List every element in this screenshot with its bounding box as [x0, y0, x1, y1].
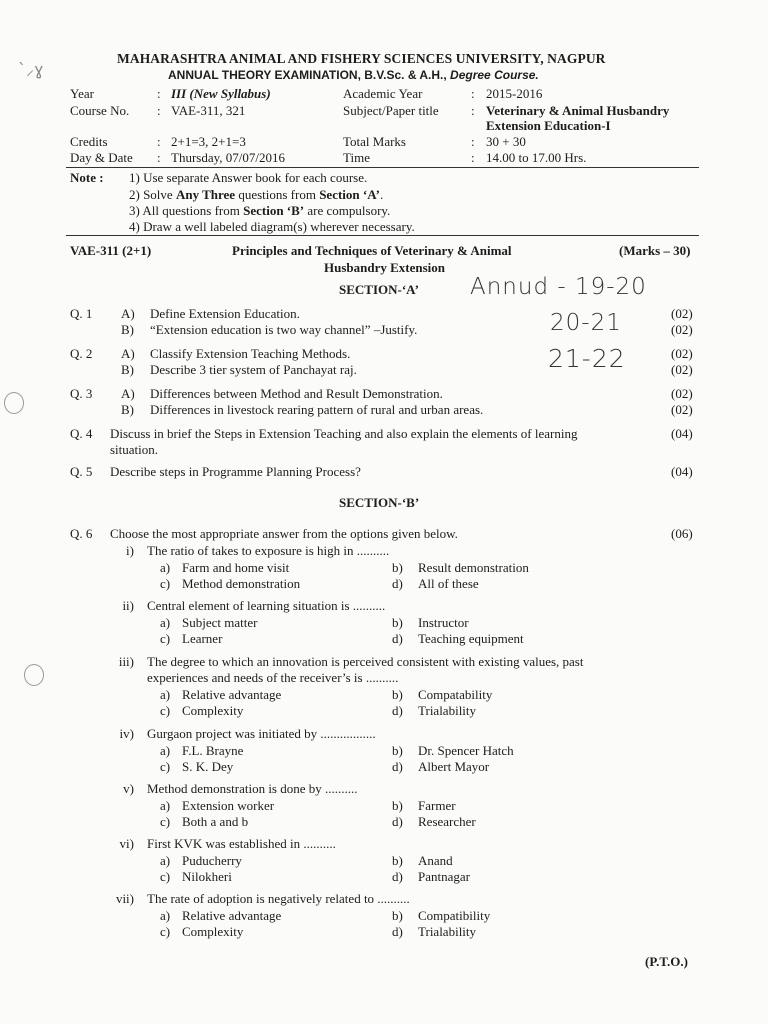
- option-label-b: b): [392, 798, 403, 813]
- option-d: Researcher: [418, 814, 476, 829]
- option-label-b: b): [392, 908, 403, 923]
- colon: :: [471, 86, 475, 101]
- note-2: [129, 187, 383, 203]
- academic-year-label: Academic Year: [343, 86, 423, 101]
- paper-title-line1: Principles and Techniques of Veterinary & Animal: [232, 243, 512, 258]
- part-marks: (02): [671, 362, 693, 377]
- exam-course: Degree Course.: [450, 68, 539, 82]
- section-b-heading: SECTION-‘B’: [339, 495, 420, 510]
- option-c: Learner: [182, 631, 223, 646]
- note-2-b: Any Three: [175, 187, 236, 202]
- part-text: Describe 3 tier system of Panchayat raj.: [150, 362, 357, 377]
- punch-hole-bottom: [24, 664, 44, 686]
- course-value: VAE-311, 321: [171, 103, 246, 118]
- option-c: Both a and b: [182, 814, 249, 829]
- part-marks: (02): [671, 386, 693, 401]
- option-a: Puducherry: [182, 853, 242, 868]
- option-b: Compatability: [418, 687, 493, 702]
- option-label-a: a): [160, 560, 171, 575]
- note-2-a: 2) Solve: [129, 187, 176, 202]
- option-label-c: c): [160, 631, 171, 646]
- mcq-number: iv): [119, 726, 134, 741]
- colon: :: [471, 134, 475, 149]
- university-name: MAHARASHTRA ANIMAL AND FISHERY SCIENCES UNIVERSITY, NAGPUR: [117, 51, 606, 66]
- part-label: A): [121, 306, 135, 321]
- paper-marks: (Marks – 30): [619, 243, 691, 258]
- mcq-number: iii): [118, 654, 134, 669]
- option-label-a: a): [160, 798, 171, 813]
- mcq-question: First KVK was established in ..........: [147, 836, 336, 851]
- part-text: “Extension education is two way channel” –Justify.: [150, 322, 418, 337]
- exam-title: [168, 68, 539, 82]
- time-label: Time: [343, 150, 370, 165]
- part-label: A): [121, 346, 135, 361]
- mcq-question: The ratio of takes to exposure is high in ..........: [147, 543, 390, 558]
- question-number: Q. 5: [70, 464, 93, 479]
- mcq-question: experiences and needs of the receiver’s is ..........: [147, 670, 399, 685]
- option-label-d: d): [392, 576, 403, 591]
- question-text: Describe steps in Programme Planning Process?: [110, 464, 361, 479]
- mcq-number: ii): [122, 598, 134, 613]
- note-3-a: 3) All questions from: [129, 203, 244, 218]
- course-label: Course No.: [70, 103, 130, 118]
- credits-label: Credits: [70, 134, 108, 149]
- option-label-a: a): [160, 687, 171, 702]
- note-1: 1) Use separate Answer book for each course.: [129, 170, 368, 185]
- part-marks: (02): [671, 322, 693, 337]
- handwritten-note-1: Annud - 19-20: [470, 274, 647, 300]
- option-label-a: a): [160, 908, 171, 923]
- option-label-a: a): [160, 853, 171, 868]
- option-b: Dr. Spencer Hatch: [418, 743, 514, 758]
- option-b: Compatibility: [418, 908, 491, 923]
- divider: [66, 167, 699, 168]
- credits-value: 2+1=3, 2+1=3: [171, 134, 246, 149]
- mcq-question: Method demonstration is done by ..........: [147, 781, 358, 796]
- divider: [66, 235, 699, 236]
- option-label-c: c): [160, 924, 171, 939]
- colon: :: [157, 134, 161, 149]
- colon: :: [157, 103, 161, 118]
- part-label: B): [121, 362, 134, 377]
- colon: :: [471, 103, 475, 118]
- paper-title-line2: Husbandry Extension: [324, 260, 446, 275]
- option-b: Instructor: [418, 615, 469, 630]
- mcq-number: vii): [115, 891, 134, 906]
- question-marks: (04): [671, 464, 693, 479]
- option-label-c: c): [160, 759, 171, 774]
- option-label-a: a): [160, 743, 171, 758]
- part-text: Classify Extension Teaching Methods.: [150, 346, 351, 361]
- note-3-b: Section ‘B’: [243, 203, 305, 218]
- option-d: Teaching equipment: [418, 631, 524, 646]
- option-d: Trialability: [418, 703, 477, 718]
- option-label-c: c): [160, 869, 171, 884]
- mcq-number: i): [126, 543, 134, 558]
- option-label-d: d): [392, 814, 403, 829]
- option-a: F.L. Brayne: [182, 743, 244, 758]
- option-label-b: b): [392, 853, 403, 868]
- part-marks: (02): [671, 306, 693, 321]
- option-a: Subject matter: [182, 615, 258, 630]
- option-label-d: d): [392, 703, 403, 718]
- option-label-b: b): [392, 743, 403, 758]
- colon: :: [157, 86, 161, 101]
- section-a-heading: SECTION-‘A’: [339, 282, 419, 297]
- exam-title-prefix: ANNUAL THEORY EXAMINATION, B.V.Sc. & A.H.,: [168, 68, 451, 82]
- option-label-c: c): [160, 576, 171, 591]
- option-label-d: d): [392, 869, 403, 884]
- part-label: A): [121, 386, 135, 401]
- option-d: All of these: [418, 576, 479, 591]
- question-number: Q. 4: [70, 426, 93, 441]
- option-d: Trialability: [418, 924, 477, 939]
- option-label-b: b): [392, 560, 403, 575]
- scan-mark: ˋ⸝ɣ: [18, 60, 44, 79]
- part-text: Define Extension Education.: [150, 306, 300, 321]
- question-number: Q. 3: [70, 386, 93, 401]
- note-label: Note :: [70, 170, 104, 185]
- option-b: Result demonstration: [418, 560, 529, 575]
- handwritten-note-3: 21-22: [548, 344, 626, 373]
- note-3: [129, 203, 390, 219]
- time-value: 14.00 to 17.00 Hrs.: [486, 150, 587, 165]
- option-label-c: c): [160, 703, 171, 718]
- year-label: Year: [70, 86, 94, 101]
- option-a: Relative advantage: [182, 687, 282, 702]
- option-a: Extension worker: [182, 798, 275, 813]
- part-label: B): [121, 402, 134, 417]
- option-b: Farmer: [418, 798, 456, 813]
- option-label-c: c): [160, 814, 171, 829]
- option-d: Pantnagar: [418, 869, 470, 884]
- mcq-question: The rate of adoption is negatively related to ..........: [147, 891, 410, 906]
- option-a: Farm and home visit: [182, 560, 290, 575]
- paper-code: VAE-311 (2+1): [70, 243, 152, 258]
- note-3-c: are compulsory.: [304, 203, 391, 218]
- date-label: Day & Date: [70, 150, 133, 165]
- option-a: Relative advantage: [182, 908, 282, 923]
- part-marks: (02): [671, 346, 693, 361]
- part-label: B): [121, 322, 134, 337]
- handwritten-note-2: 20-21: [550, 310, 622, 336]
- date-value: Thursday, 07/07/2016: [171, 150, 285, 165]
- question-6-text: Choose the most appropriate answer from the options given below.: [110, 526, 458, 541]
- part-text: Differences between Method and Result Demonstration.: [150, 386, 443, 401]
- academic-year-value: 2015-2016: [486, 86, 543, 101]
- question-number: Q. 1: [70, 306, 93, 321]
- pto: (P.T.O.): [645, 954, 688, 969]
- option-label-b: b): [392, 687, 403, 702]
- mcq-question: The degree to which an innovation is perceived consistent with existing values, past: [147, 654, 584, 669]
- note-2-e: .: [379, 187, 384, 202]
- option-d: Albert Mayor: [418, 759, 490, 774]
- year-value: III (New Syllabus): [171, 86, 271, 101]
- subject-value-line1: Veterinary & Animal Husbandry: [486, 103, 670, 118]
- punch-hole-top: [4, 392, 24, 414]
- option-c: Complexity: [182, 703, 244, 718]
- question-text-cont: situation.: [110, 442, 159, 457]
- option-label-a: a): [160, 615, 171, 630]
- mcq-number: vi): [119, 836, 134, 851]
- question-text: Discuss in brief the Steps in Extension Teaching and also explain the elements of learning: [110, 426, 578, 441]
- mcq-question: Central element of learning situation is ..........: [147, 598, 386, 613]
- note-2-d: Section ‘A’: [319, 187, 380, 202]
- option-b: Anand: [418, 853, 453, 868]
- question-6-number: Q. 6: [70, 526, 93, 541]
- option-label-d: d): [392, 759, 403, 774]
- mcq-question: Gurgaon project was initiated by .................: [147, 726, 376, 741]
- note-4: 4) Draw a well labeled diagram(s) wherever necessary.: [129, 219, 415, 234]
- total-marks-value: 30 + 30: [486, 134, 526, 149]
- subject-label: Subject/Paper title: [343, 103, 439, 118]
- mcq-number: v): [123, 781, 134, 796]
- option-c: Method demonstration: [182, 576, 301, 591]
- total-marks-label: Total Marks: [343, 134, 406, 149]
- option-c: S. K. Dey: [182, 759, 234, 774]
- option-label-d: d): [392, 924, 403, 939]
- colon: :: [471, 150, 475, 165]
- part-marks: (02): [671, 402, 693, 417]
- option-c: Complexity: [182, 924, 244, 939]
- option-label-b: b): [392, 615, 403, 630]
- question-marks: (04): [671, 426, 693, 441]
- note-2-c: questions from: [235, 187, 320, 202]
- question-number: Q. 2: [70, 346, 93, 361]
- question-6-marks: (06): [671, 526, 693, 541]
- colon: :: [157, 150, 161, 165]
- part-text: Differences in livestock rearing pattern of rural and urban areas.: [150, 402, 484, 417]
- subject-value-line2: Extension Education-I: [486, 118, 611, 133]
- option-c: Nilokheri: [182, 869, 232, 884]
- option-label-d: d): [392, 631, 403, 646]
